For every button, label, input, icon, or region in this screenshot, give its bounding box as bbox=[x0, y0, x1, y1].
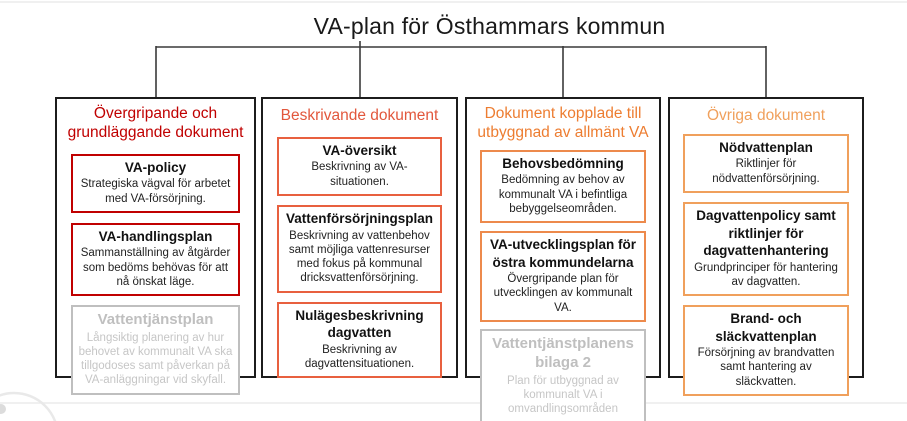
doc-title: Nulägesbeskrivning dagvatten bbox=[295, 307, 424, 341]
doc-description: Beskrivning av vattenbehov samt möjliga vattenresurser med fokus på kommunal dricksvattenförsörjning. bbox=[288, 229, 431, 285]
column-header: Övergripande och grundläggande dokument bbox=[67, 105, 244, 141]
doc-box-va-policy bbox=[71, 154, 240, 213]
doc-title: Dagvattenpolicy samt riktlinjer för dagvattenhantering bbox=[696, 207, 836, 259]
doc-title: Vattenförsörjningsplan bbox=[285, 210, 434, 226]
doc-description: Försörjning av brandvatten samt hantering av släckvatten. bbox=[697, 347, 835, 388]
doc-box-vattentjanstplan bbox=[71, 305, 240, 395]
doc-description: Beskrivning av dagvattensituationen. bbox=[304, 343, 415, 370]
doc-title: VA-policy bbox=[124, 159, 187, 175]
doc-description: Plan för utbyggnad av kommunalt VA i omvandlingsområden bbox=[507, 374, 619, 416]
watermark-circle bbox=[0, 393, 58, 421]
column-header: Övriga dokument bbox=[706, 107, 826, 124]
doc-description: Sammanställning av åtgärder som bedöms behövas för att nå önskat läge. bbox=[80, 247, 231, 288]
column-beskrivande-dokument bbox=[261, 97, 458, 378]
doc-box-vattenforsorjningsplan bbox=[277, 205, 443, 293]
doc-description: Beskrivning av VA-situationen. bbox=[311, 161, 408, 188]
doc-title: Nödvattenplan bbox=[719, 139, 813, 155]
column-utbyggnad-allmant-va bbox=[465, 97, 661, 416]
doc-box-brand-och-slackvattenplan bbox=[683, 305, 848, 396]
page-title: VA-plan för Östhammars kommun bbox=[313, 13, 666, 39]
doc-description: Övergripande plan för utvecklingen av kommunalt VA. bbox=[493, 273, 633, 314]
doc-box-dagvattenpolicy bbox=[683, 202, 848, 296]
watermark-dot bbox=[0, 404, 6, 414]
column-overgripande-dokument bbox=[55, 97, 256, 387]
doc-title: VA-handlingsplan bbox=[98, 228, 213, 244]
column-header: Dokument kopplade till utbyggnad av allmänt VA bbox=[477, 105, 649, 141]
doc-title: VA-utvecklingsplan för östra kommundelarna bbox=[489, 237, 636, 270]
doc-description: Långsiktig planering av hur behovet av kommunalt VA ska tillgodoses samt påverkan på VA-anläggningar vid skyfall. bbox=[78, 331, 233, 387]
doc-box-va-handlingsplan bbox=[71, 223, 240, 296]
doc-title: Vattentjänstplanens bilaga 2 bbox=[492, 334, 634, 372]
doc-title: Behovsbedömning bbox=[502, 155, 624, 171]
column-ovriga-dokument bbox=[668, 97, 864, 388]
doc-description: Strategiska vägval för arbetet med VA-försörjning. bbox=[80, 178, 231, 205]
column-header: Beskrivande dokument bbox=[280, 107, 439, 124]
doc-box-va-utvecklingsplan bbox=[480, 231, 645, 322]
doc-description: Bedömning av behov av kommunalt VA i befintliga bebyggelseområden. bbox=[498, 174, 628, 215]
doc-title: Brand- och släckvattenplan bbox=[715, 311, 817, 344]
doc-description: Grundprinciper för hantering av dagvatten. bbox=[694, 261, 838, 288]
doc-title: Vattentjänstplan bbox=[97, 311, 214, 329]
doc-box-nodvattenplan bbox=[683, 134, 848, 193]
doc-box-vattentjanstplanens-bilaga-2 bbox=[480, 329, 645, 421]
doc-title: VA-översikt bbox=[322, 142, 397, 158]
doc-box-behovsbedomning bbox=[480, 150, 645, 223]
doc-box-nulagesbeskrivning-dagvatten bbox=[277, 302, 443, 379]
doc-box-va-oversikt bbox=[277, 137, 443, 196]
doc-description: Riktlinjer för nödvattenförsörjning. bbox=[712, 158, 820, 185]
